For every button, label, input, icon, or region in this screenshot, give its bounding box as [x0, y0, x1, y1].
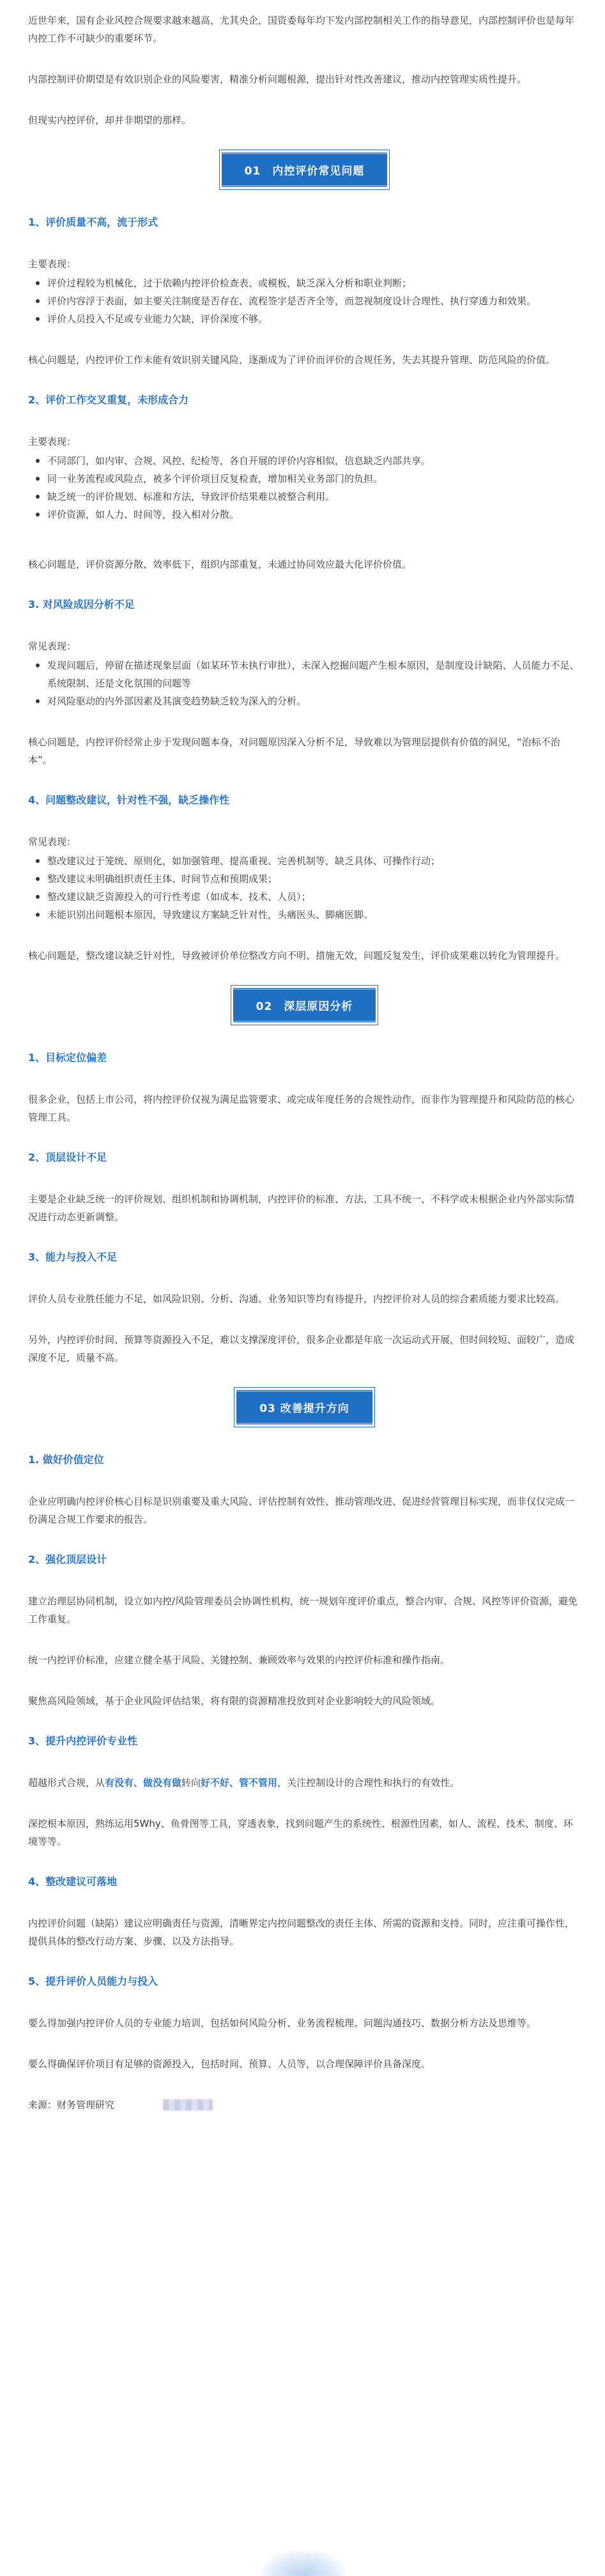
conclusion-paragraph: 核心问题是，评价资源分散、效率低下，组织内部重复，未通过协同效应最大化评价价值。 [28, 559, 412, 570]
list-item: 不同部门，如内审、合规、风控、纪检等，各自开展的评价内容相似，信息缺乏内部共享。 [42, 452, 581, 470]
subsection-title: 1、评价质量不高，流于形式 [28, 216, 158, 228]
text-run: 转向 [181, 1777, 201, 1788]
section-banner: 02 深层原因分析 [233, 988, 376, 1023]
conclusion-paragraph: 核心问题是，内控评价工作未能有效识别关键风险，逐渐成为了评价而评价的合规任务，失去其提升管理、防范风险的价值。 [28, 354, 556, 366]
bullet-list [28, 852, 581, 924]
bullet-list [28, 452, 581, 524]
subsection-title: 4、问题整改建议，针对性不强，缺乏操作性 [28, 794, 230, 806]
subsection-title: 4、整改建议可落地 [28, 1875, 118, 1888]
list-item: 发现问题后，停留在描述现象层面（如某环节未执行审批），未深入挖掘问题产生根本原因，是制度设计缺陷、人员能力不足、系统限制、还是文化氛围的问题等 [42, 656, 581, 692]
list-item: 评价过程较为机械化，过于依赖内控评价检查表、或模板，缺乏深入分析和职业判断； [42, 274, 581, 292]
highlight-text: 有没有、做没有做 [105, 1777, 182, 1788]
bullet-list [28, 656, 581, 710]
body-paragraph: 很多企业，包括上市公司，将内控评价仅视为满足监管要求、或完成年度任务的合规性动作，而非作为管理提升和风险防范的核心管理工具。 [28, 1094, 575, 1123]
body-paragraph: 主要是企业缺乏统一的评价规划、组织机制和协调机制，内控评价的标准、方法、工具不统一、不科学或未根据企业内外部实际情况进行动态更新调整。 [28, 1193, 575, 1223]
source-text: 来源：财务管理研究 [28, 2099, 115, 2111]
highlight-text: 好不好、管不管用 [201, 1777, 278, 1788]
bottom-decoration [262, 2550, 345, 2576]
intro-paragraph: 但现实内控评价，却并非期望的那样。 [28, 114, 192, 126]
list-item: 对风险驱动的内外部因素及其演变趋势缺乏较为深入的分析。 [42, 692, 581, 710]
blurred-logo [163, 2099, 213, 2111]
conclusion-paragraph: 核心问题是，整改建议缺乏针对性，导致被评价单位整改方向不明、措施无效，问题反复发生，评价成果难以转化为管理提升。 [28, 950, 565, 961]
body-paragraph: 要么得确保评价项目有足够的资源投入，包括时间、预算、人员等，以合理保障评价具备深度。 [28, 2058, 431, 2070]
section-03 [28, 1390, 581, 2073]
list-item: 整改建议缺乏资源投入的可行性考虑（如成本、技术、人员）； [42, 888, 581, 906]
list-label: 常见表现： [28, 836, 77, 848]
list-item: 整改建议过于笼统、原则化，如加强管理、提高重视、完善机制等，缺乏具体、可操作行动； [42, 852, 581, 870]
body-paragraph: 另外，内控评价时间、预算等资源投入不足，难以支撑深度评价，很多企业都是年底一次运动式开展，但时间较短、面较广，造成深度不足，质量不高。 [28, 1334, 575, 1363]
conclusion-paragraph: 核心问题是，内控评价经常止步于发现问题本身，对问题原因深入分析不足，导致难以为管理层提供有价值的洞见，“治标不治本”。 [28, 736, 560, 766]
list-item: 整改建议未明确组织责任主体、时间节点和预期成果； [42, 870, 581, 888]
subsection-title: 3、提升内控评价专业性 [28, 1735, 138, 1747]
intro-paragraph: 近世年来，国有企业风控合规要求越来越高，尤其央企，国资委每年均下发内部控制相关工作的指导意见，内部控制评价也是每年内控工作不可缺少的重要环节。 [28, 15, 575, 44]
body-paragraph: 企业应明确内控评价核心目标是识别重要及重大风险、评估控制有效性、推动管理改进、促进经营管理目标实现，而非仅仅完成一份满足合规工作要求的报告。 [28, 1496, 575, 1525]
subsection-title: 1. 做好价值定位 [28, 1454, 104, 1466]
section-banner: 01 内控评价常见问题 [222, 152, 388, 187]
body-paragraph: 内控评价问题（缺陷）建议应明确责任与资源，清晰界定内控问题整改的责任主体、所需的资源和支持。同时，应注重可操作性，提供具体的整改行动方案、步骤、以及方法指导。 [28, 1918, 575, 1947]
intro [28, 12, 581, 129]
body-paragraph: 建立治理层协同机制，设立如内控/风险管理委员会协调性机构，统一规划年度评价重点，整合内审、合规、风控等评价资源，避免工作重复。 [28, 1595, 578, 1625]
subsection-title: 2、评价工作交叉重复，未形成合力 [28, 394, 189, 406]
rich-paragraph [28, 1774, 581, 1792]
body-paragraph: 深挖根本原因，熟练运用5Why、鱼骨图等工具，穿透表象，找到问题产生的系统性、根源性因素，如人、流程、技术、制度、环境等等。 [28, 1818, 573, 1847]
subsection-title: 3、能力与投入不足 [28, 1251, 118, 1263]
list-item: 同一业务流程或风险点，被多个评价项目反复检查，增加相关业务部门的负担。 [42, 470, 581, 488]
list-item: 评价人员投入不足或专业能力欠缺，评价深度不够。 [42, 310, 581, 328]
text-run: 超越形式合规，从 [28, 1777, 105, 1788]
list-label: 主要表现： [28, 258, 77, 270]
body-paragraph: 统一内控评价标准，应建立健全基于风险、关键控制、兼顾效率与效果的内控评价标准和操作指南。 [28, 1654, 450, 1666]
body-paragraph: 要么得加强内控评价人员的专业能力培训，包括如何风险分析、业务流程梳理、问题沟通技巧、数据分析方法及思维等。 [28, 2017, 537, 2029]
body-paragraph: 聚焦高风险领域，基于企业风险评估结果，将有限的资源精准投放到对企业影响较大的风险领域。 [28, 1695, 441, 1707]
subsection-title: 2、强化顶层设计 [28, 1553, 107, 1565]
section-01 [28, 152, 581, 965]
bullet-list [28, 274, 581, 328]
section-banner: 03 改善提升方向 [236, 1390, 372, 1425]
subsection-title: 5、提升评价人员能力与投入 [28, 1975, 158, 1987]
intro-paragraph: 内部控制评价期望是有效识别企业的风险要害，精准分析问题根源，提出针对性改善建议，推动内控管理实质性提升。 [28, 74, 527, 85]
list-item: 缺乏统一的评价规划、标准和方法，导致评价结果难以被整合利用。 [42, 488, 581, 506]
list-item: 未能识别出问题根本原因，导致建议方案缺乏针对性，头痛医头、脚痛医脚。 [42, 906, 581, 924]
list-label: 常见表现： [28, 640, 77, 652]
text-run: ，关注控制设计的合理性和执行的有效性。 [277, 1777, 460, 1788]
subsection-title: 1、目标定位偏差 [28, 1051, 107, 1064]
list-item: 评价内容浮于表面，如主要关注制度是否存在、流程签字是否齐全等，而忽视制度设计合理性、执行穿透力和效果。 [42, 292, 581, 310]
subsection-title: 3. 对风险成因分析不足 [28, 598, 135, 610]
source-line [28, 2096, 581, 2114]
body-paragraph: 评价人员专业胜任能力不足，如风险识别、分析、沟通、业务知识等均有待提升，内控评价对人员的综合素质能力要求比较高。 [28, 1293, 565, 1305]
subsection-title: 2、顶层设计不足 [28, 1151, 107, 1163]
list-label: 主要表现： [28, 436, 77, 447]
list-item: 评价资源，如人力、时间等，投入相对分散。 [42, 506, 581, 524]
section-02 [28, 988, 581, 1367]
